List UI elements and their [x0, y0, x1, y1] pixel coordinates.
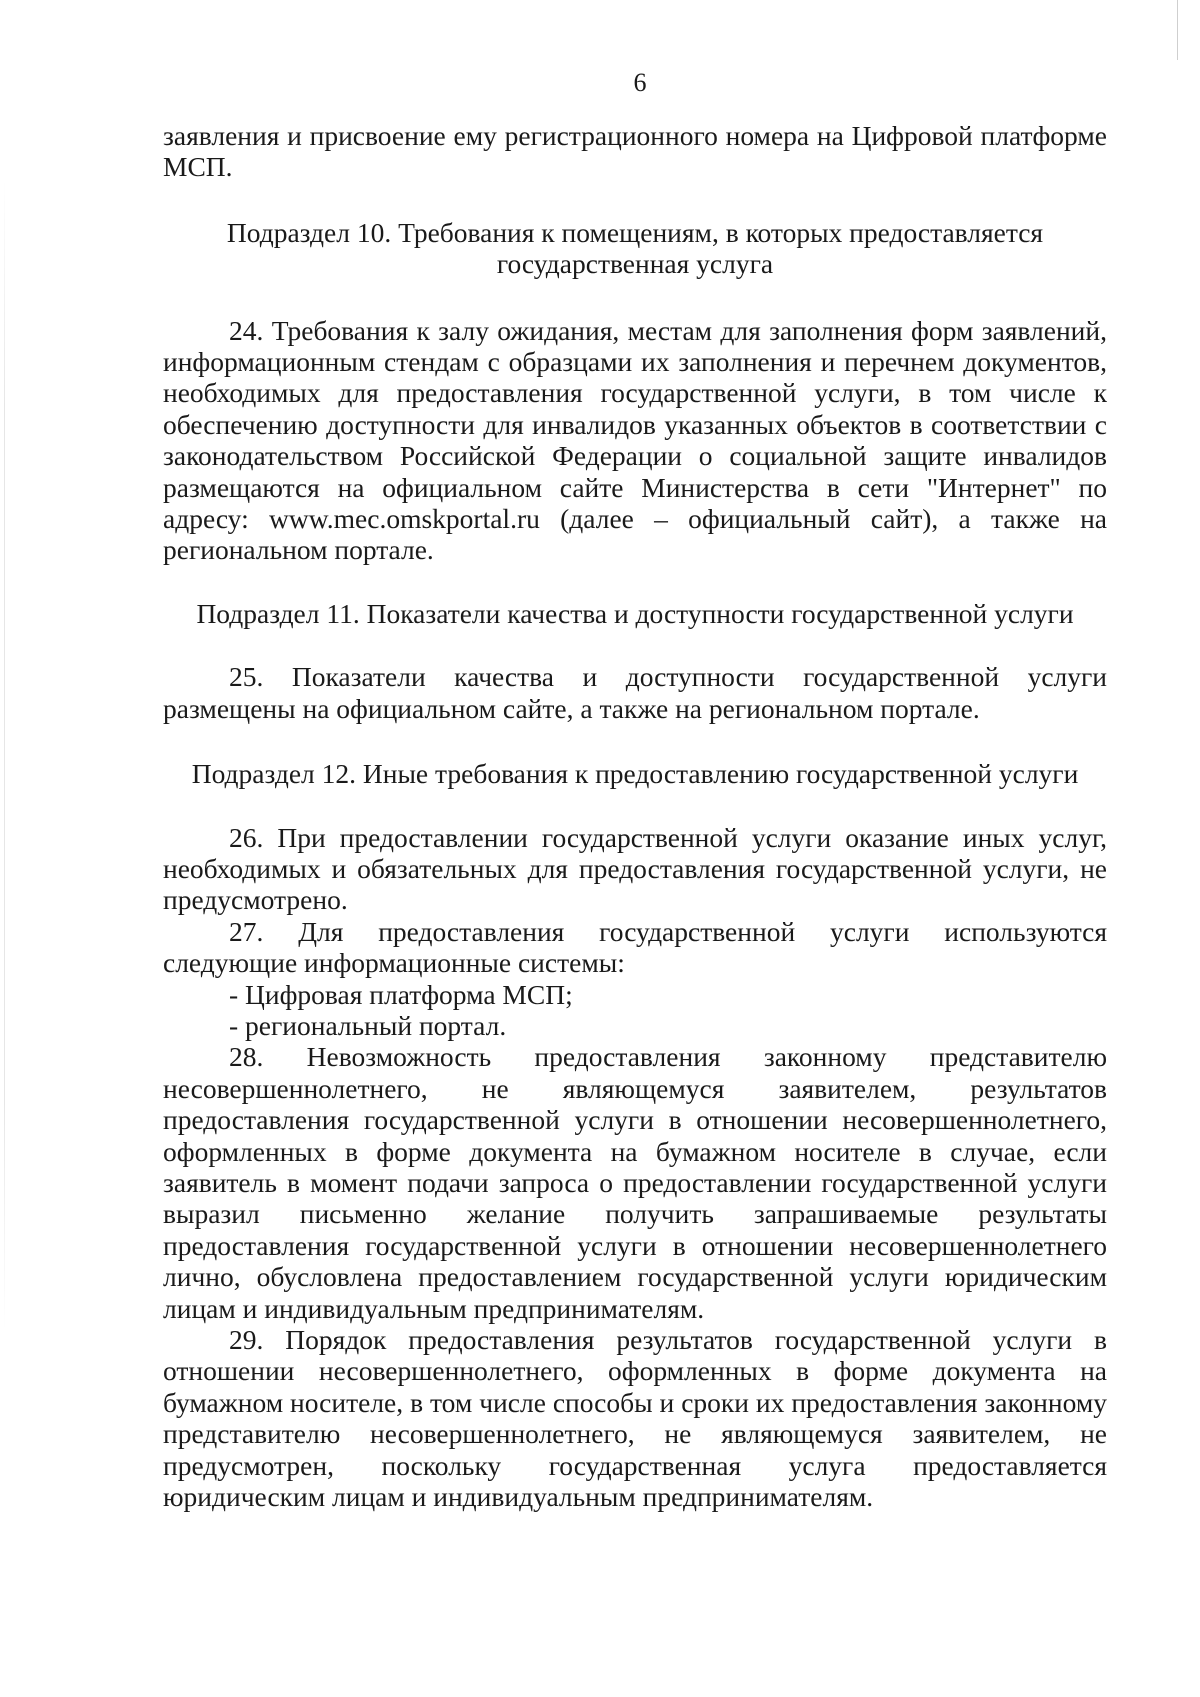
paragraph: 24. Требования к залу ожидания, местам для заполнения форм заявлений, информационным стендам с образцами их заполнения и перечнем документов, необходимых для предоставления государственной услуги, в том числе к обеспечению доступности для инвалидов указанных объектов в соответствии с законодательством Российской Федерации о социальной защите инвалидов размещаются на официальном сайте Министерства в сети "Интернет" по адресу: www.mec.omskportal.ru (далее – официальный сайт), а также на региональном портале.: [163, 314, 1107, 566]
page-number: 6: [633, 68, 647, 97]
section-heading: Подраздел 10. Требования к помещениям, в которых предоставляется государственная услуга: [226, 216, 1044, 280]
scan-edge-right: [1177, 0, 1178, 60]
section-heading: Подраздел 12. Иные требования к предоставлению государственной услуги: [191, 758, 1079, 790]
paragraph: 29. Порядок предоставления результатов государственной услуги в отношении несовершеннолетнего, оформленных в форме документа на бумажном носителе, в том числе способы и сроки их предоставления законному представителю несовершеннолетнего, не являющемуся заявителем, не предусмотрен, поскольку государственная услуга предоставляется юридическим лицам и индивидуальным предпринимателям.: [163, 1324, 1107, 1513]
paragraph: 26. При предоставлении государственной услуги оказание иных услуг, необходимых и обязательных для предоставления государственной услуги, не предусмотрено.: [163, 821, 1107, 916]
paragraph: 25. Показатели качества и доступности государственной услуги размещены на официальном сайте, а также на региональном портале.: [163, 661, 1107, 724]
paragraph: заявления и присвоение ему регистрационного номера на Цифровой платформе МСП.: [163, 120, 1107, 183]
list-item: - Цифровая платформа МСП;: [229, 978, 573, 1010]
section-heading: Подраздел 11. Показатели качества и доступности государственной услуги: [196, 597, 1074, 629]
document-body: [163, 120, 1107, 1512]
scan-edge-left: [4, 180, 5, 1330]
list-item: - региональный портал.: [229, 1009, 507, 1041]
paragraph: 28. Невозможность предоставления законному представителю несовершеннолетнего, не являющемуся заявителем, результатов предоставления государственной услуги в отношении несовершеннолетнего, оформленных в форме документа на бумажном носителе в случае, если заявитель в момент подачи запроса о предоставлении государственной услуги выразил письменно желание получить запрашиваемые результаты предоставления государственной услуги в отношении несовершеннолетнего лично, обусловлена предоставлением государственной услуги юридическим лицам и индивидуальным предпринимателям.: [163, 1041, 1107, 1324]
paragraph: 27. Для предоставления государственной услуги используются следующие информационные системы:: [163, 915, 1107, 979]
